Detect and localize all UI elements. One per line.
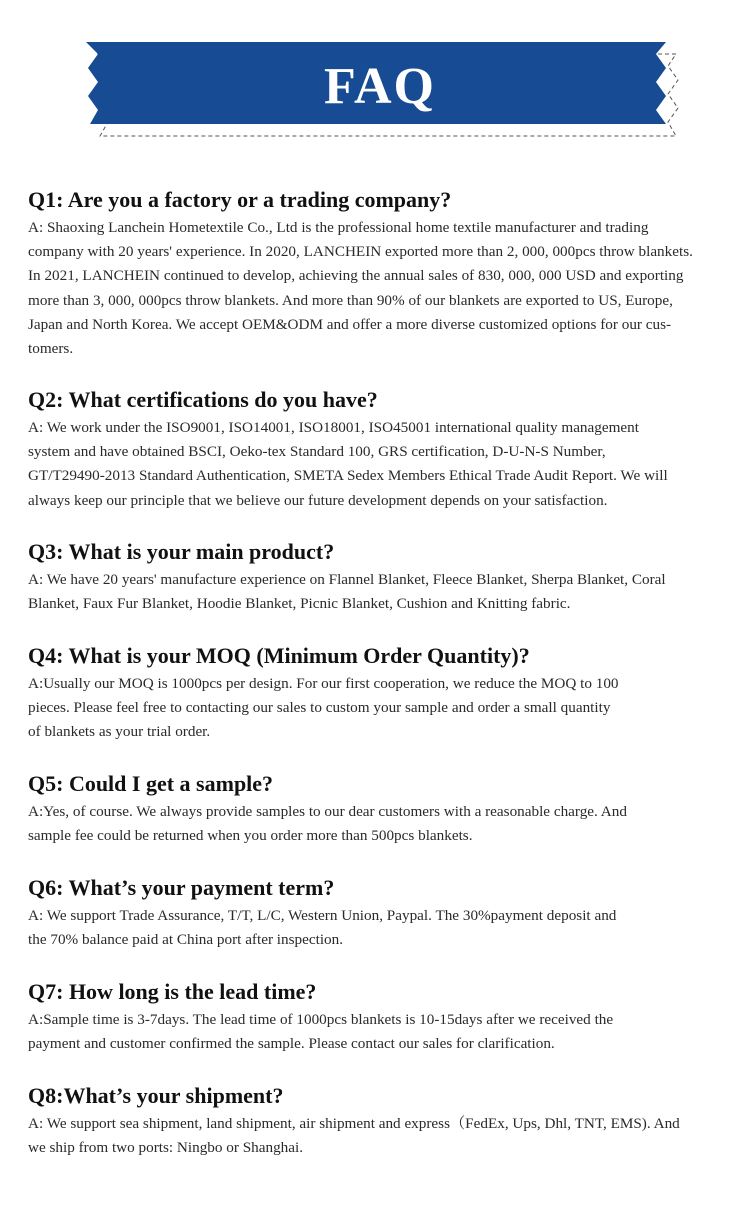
answer-line: system and have obtained BSCI, Oeko-tex Standard 100, GRS certification, D-U-N-S Number, <box>28 443 606 461</box>
question-5: Q5: Could I get a sample? <box>28 771 274 796</box>
answer-line: A: Shaoxing Lanchein Hometextile Co., Ltd is the professional home textile manufacturer and trading <box>28 219 649 236</box>
answer-line: A: We have 20 years' manufacture experience on Flannel Blanket, Fleece Blanket, Sherpa Blanket, Coral <box>28 571 666 588</box>
answer-line: company with 20 years' experience. In 2020, LANCHEIN exported more than 2, 000, 000pcs throw blankets. <box>28 243 693 261</box>
answer-1 <box>28 216 728 361</box>
answer-7 <box>28 1008 728 1056</box>
answer-line: pieces. Please feel free to contacting our sales to custom your sample and order a small quantity <box>28 699 611 717</box>
answer-line: tomers. <box>28 340 74 358</box>
answer-line: A:Usually our MOQ is 1000pcs per design. For our first cooperation, we reduce the MOQ to 100 <box>28 675 619 692</box>
answer-line: always keep our principle that we believe our future development depends on your satisfaction. <box>28 491 608 509</box>
answer-line: payment and customer confirmed the sample. Please contact our sales for clarification. <box>28 1035 555 1053</box>
question-7: Q7: How long is the lead time? <box>28 979 317 1004</box>
question-1: Q1: Are you a factory or a trading company? <box>28 187 452 212</box>
answer-4 <box>28 672 728 745</box>
faq-item-5 <box>28 770 728 848</box>
answer-3 <box>28 568 728 616</box>
answer-6 <box>28 904 728 952</box>
faq-item-1 <box>28 186 728 361</box>
faq-item-4 <box>28 642 728 745</box>
answer-line: sample fee could be returned when you order more than 500pcs blankets. <box>28 827 473 845</box>
answer-8 <box>28 1112 728 1160</box>
answer-line: more than 3, 000, 000pcs throw blankets. And more than 90% of our blankets are exported to US, Europe, <box>28 291 673 309</box>
page-title: FAQ <box>324 58 436 115</box>
answer-line: A:Sample time is 3-7days. The lead time of 1000pcs blankets is 10-15days after we received the <box>28 1011 614 1028</box>
answer-2 <box>28 416 728 513</box>
question-3: Q3: What is your main product? <box>28 539 335 564</box>
faq-item-7 <box>28 978 728 1056</box>
answer-line: In 2021, LANCHEIN continued to develop, achieving the annual sales of 830, 000, 000 USD and exporting <box>28 267 684 285</box>
answer-line: we ship from two ports: Ningbo or Shanghai. <box>28 1139 304 1157</box>
answer-line: GT/T29490-2013 Standard Authentication, SMETA Sedex Members Ethical Trade Audit Report. We will <box>28 467 668 485</box>
faq-item-8 <box>28 1082 728 1160</box>
answer-line: Blanket, Faux Fur Blanket, Hoodie Blanket, Picnic Blanket, Cushion and Knitting fabric. <box>28 595 571 613</box>
faq-item-6 <box>28 874 728 952</box>
answer-line: A:Yes, of course. We always provide samples to our dear customers with a reasonable charge. And <box>28 803 627 820</box>
question-6: Q6: What’s your payment term? <box>28 875 335 900</box>
answer-line: of blankets as your trial order. <box>28 723 211 741</box>
answer-line: A: We support Trade Assurance, T/T, L/C, Western Union, Paypal. The 30%payment deposit and <box>28 907 617 924</box>
question-2: Q2: What certifications do you have? <box>28 387 378 412</box>
question-8: Q8:What’s your shipment? <box>28 1083 284 1108</box>
faq-item-3 <box>28 538 728 616</box>
faq-banner <box>86 40 682 144</box>
answer-5 <box>28 800 728 848</box>
answer-line: A: We support sea shipment, land shipment, air shipment and express（FedEx, Ups, Dhl, TNT, EMS). And <box>28 1115 680 1132</box>
faq-item-2 <box>28 386 728 513</box>
answer-line: Japan and North Korea. We accept OEM&ODM and offer a more diverse customized options for our cus- <box>28 315 672 333</box>
answer-line: A: We work under the ISO9001, ISO14001, ISO18001, ISO45001 international quality management <box>28 419 639 436</box>
question-4: Q4: What is your MOQ (Minimum Order Quantity)? <box>28 643 530 668</box>
answer-line: the 70% balance paid at China port after inspection. <box>28 931 344 949</box>
